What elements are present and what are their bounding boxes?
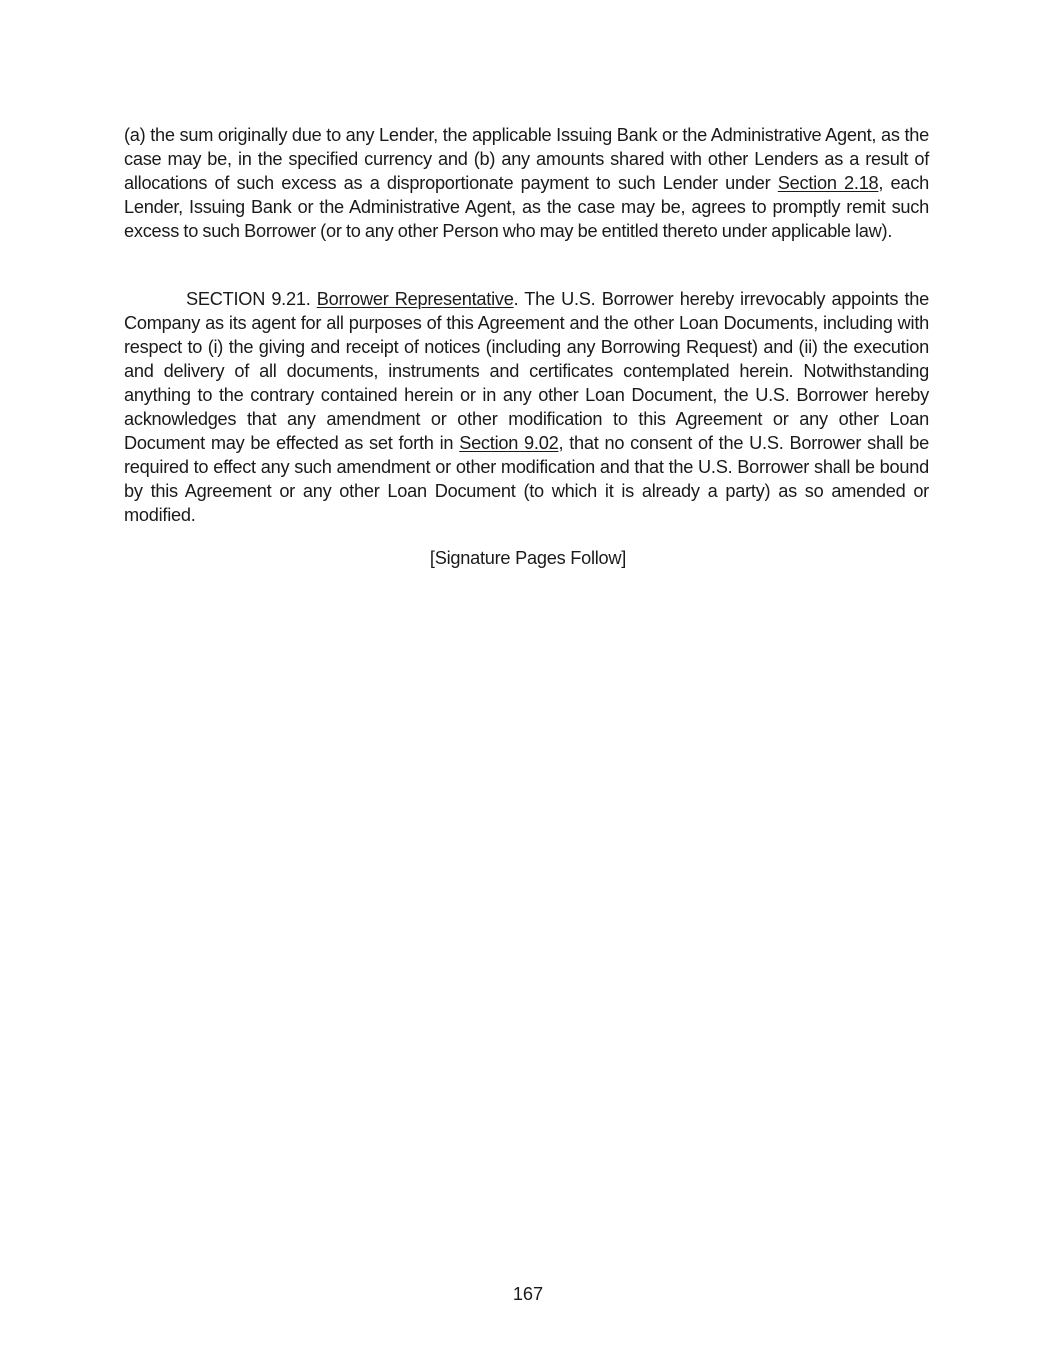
section-9-21-text-1: The U.S. Borrower hereby irrevocably appoints the Company as its agent for all purposes of this Agreement and the other Loan Documents, including with respect to (i) the giving and receipt of notices (including any Borrowing Request) and (ii) the execution and delivery of all documents, instruments and certificates contemplated herein. Notwithstanding anything to the contrary contained herein or in any other Loan Document, the U.S. Borrower hereby acknowledges that any amendment or other modification to this Agreement or any other Loan Document may be effected as set forth in [124, 289, 929, 453]
signature-pages-note: [Signature Pages Follow] [429, 548, 627, 568]
section-9-21-text-2: , that no consent of the U.S. Borrower shall be required to effect any such amendment or other modification and that the U.S. Borrower shall be bound by this Agreement or any other Loan Document (to which it is already a party) as so amended or modified. [124, 433, 929, 525]
section-9-21-heading-punct: . [513, 289, 519, 309]
paragraph-1-text-before: (a) the sum originally due to any Lender, the applicable Issuing Bank or the Administrative Agent, as the case may be, in the specified currency and (b) any amounts shared with other Lenders as a result of allocations of such excess as a disproportionate payment to such Lender under [124, 125, 929, 193]
section-9-21-heading: Borrower Representative [316, 289, 514, 309]
section-9-02-reference: Section 9.02 [459, 433, 559, 453]
paragraph-1-text-after: , each Lender, Issuing Bank or the Administrative Agent, as the case may be, agrees to promptly remit such excess to such Borrower (or to any other Person who may be entitled thereto under applicable law). [124, 173, 929, 241]
page-number: 167 [512, 1284, 544, 1304]
section-9-21-label: SECTION 9.21. [186, 289, 311, 309]
paragraph-excess-remittance [124, 123, 929, 243]
section-2-18-reference: Section 2.18 [777, 173, 879, 193]
section-9-21-paragraph [124, 287, 929, 527]
